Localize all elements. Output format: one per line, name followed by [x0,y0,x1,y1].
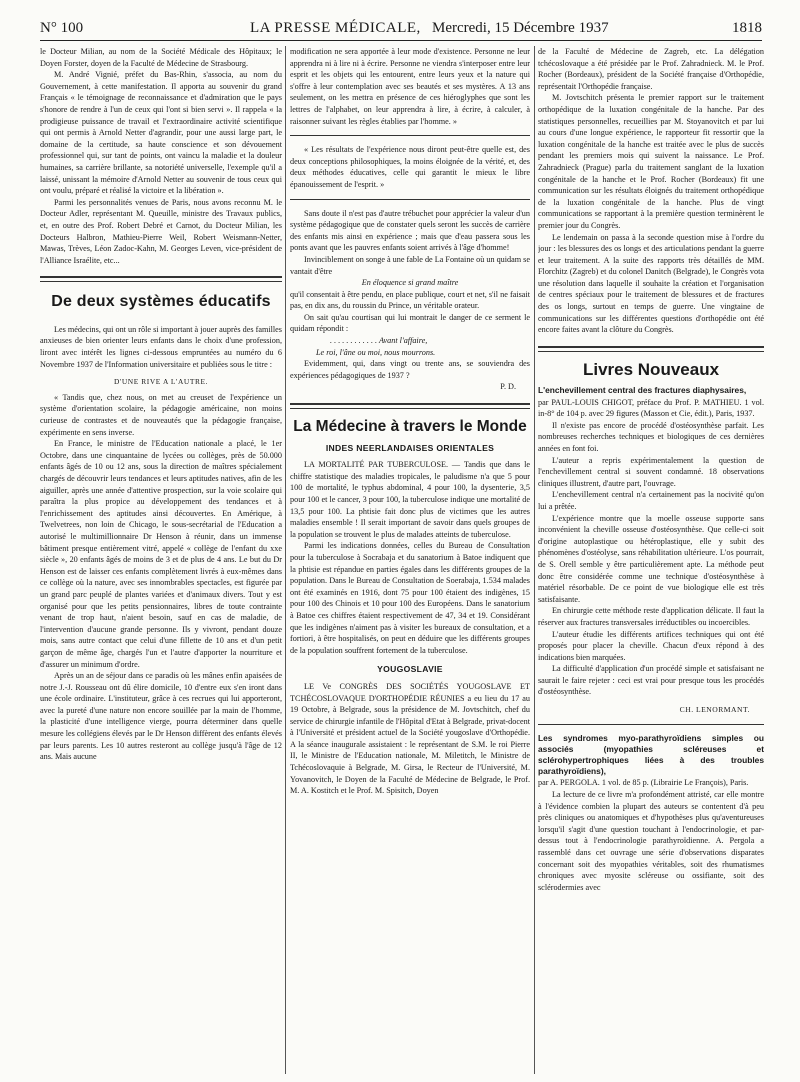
paragraph: Il n'existe pas encore de procédé d'ostéosynthèse parfait. Les nombreuses recherches techniques et biologiques de ces dernières années en font foi. [538,420,764,454]
subtitle: D'UNE RIVE A L'AUTRE. [113,377,209,387]
book-title: L'enchevillement central des fractures diaphysaires, [538,385,747,396]
section-title: La Médecine à travers le Monde [293,418,527,436]
divider [538,724,764,725]
paragraph: Evidemment, qui, dans vingt ou trente ans, se souviendra des expériences pédagogiques de 1937 ? [290,359,530,380]
paragraph: « Tandis que, chez nous, on met au creuset de l'expérience un système d'orientation scolaire, la pédagogie américaine, non moins curieuse de contrastes et de nouveautés que la pédagogie française, expérimente en sens inverse. [40,392,282,437]
paragraph: LA MORTALITÉ PAR TUBERCULOSE. — Tandis que dans le chiffre statistique des maladies tropicales, le paludisme n'a que 5 pour 100 de mortalité, le typhus abdominal, 4 pour 100, la dysenterie, 3,5 pour 100 et le cancer, 3 pour 100, la tuberculose indique une mortalité de 13,5 pour 100. La phtisie fait donc plus de victimes que les autres maladies ensemble ! Il serait important de savoir dans quels groupes de la population se trouvent le plus de malades atteints de tuberculose. [290,460,530,539]
paragraph: La lecture de ce livre m'a profondément attristé, car elle montre à l'évidence combien la plupart des auteurs se contentent d'à peu près cliniques ou anatomiques et d'hypothèses plus qu'aventureuses lorsqu'il s'agit d'une question touchant à l'endocrinologie, et par-dessus tout à l'endocrinologie parathyroïdienne. A. Pergola a rassemblé dans cet ouvrage une série d'observations disparates concernant soit des myopathies véritables, soit des rhumatismes chroniques avec myosite scléreuse ou ossifiante, soit des sclérodermies avec [538,790,764,892]
paragraph: Le lendemain on passa à la seconde question mise à l'ordre du jour : les blessures des os longs et des articulations pendant la guerre et leur traitement. A la suite des rapports très détaillés de MM. Florchitz (Zagreb) et du colonel Danitch (Belgrade), le Congrès vota une résolution dans laquelle il souhaite la création et l'organisation de centres spéciaux pour le traitement de blessures et de fractures des os longs, surtout en temps de guerre. Une vingtaine de communications sur les différentes questions d'orthopédie ont été encore faites avant la clôture du Congrès. [538,232,764,335]
column-rule [285,46,286,1074]
column-rule [534,46,535,1074]
page-number: 1818 [732,20,762,36]
paragraph: En France, le ministre de l'Education nationale a placé, le 1er Octobre, dans une cinquantaine de lycées ou collèges, près de 50.000 enfants âgés de 10 ou 12 ans, sous la direction de maîtres spécialement chargés de découvrir leurs tendances et leurs aptitudes natives, afin de les aiguiller, après une année d'attentive prospection, sur la voie scolaire qui paraîtra la plus propice au développement des tendances et à l'enrichissement des aptitudes ainsi découvertes. En Amérique, à Twelvetrees, non loin de Chicago, le sous-secrétarial de l'Education a autorisé le multimillionnaire Dr Henson à réunir, dans un immense bâtiment presque entièrement vitré, appelé « collège de l'enfant du xxe siècle », 20 enfants âgés de moins de 3 et de plus de 4 ans. Le but du Dr Henson est de laisser ces enfants complètement livrés à eux-mêmes dans ce collège où la nature, avec ses innombrables spectacles, est figurée par un grand parc peuplé de plantes variées et d'animaux divers. Tout y est organisé pour que les petits pensionnaires, libres de toute contrainte venant de trop haut, n'aient besoin, sauf en cas de maladie, de l'intervention d'aucune grande personne. Ils y vivront, pendant douze mois, sans autre contact que celui d'une fillette de 10 ans et d'un petit garçon de même âge, chargés l'un et l'autre d'apporter la nourriture et d'assurer un minimum d'ordre. [40,439,282,669]
paragraph: le Docteur Milian, au nom de la Société Médicale des Hôpitaux; le Doyen Forster, doyen de la Faculté de Médecine de Strasbourg. [40,47,282,68]
column-1 [40,46,282,1076]
paragraph: qu'il consentait à être pendu, en place publique, court et net, s'il ne faisait pas, en dix ans, du roussin du Prince, un véritable orateur. [290,289,530,311]
paragraph: Sans doute il n'est pas d'autre trébuchet pour apprécier la valeur d'un système pédagogique que de constater quels seront les succès de carrière des enfants mis ainsi en expérience ; mais que d'eau passera sous les ponts avant que les pauvres enfants soient arrivés à l'âge d'homme! [290,208,530,253]
signature: P. D. [500,382,516,392]
paragraph: « Les résultats de l'expérience nous diront peut-être quelle est, des deux conceptions philosophiques, la moins éloignée de la vérité, et, des deux méthodes éducatives, celle qui garantit le mieux le libre épanouissement de l'esprit. » [290,145,530,189]
section-title: De deux systèmes éducatifs [51,293,271,311]
paragraph: L'auteur étudie les différents artifices techniques qui ont été proposés pour placer la cheville. Chacun d'eux répond à des indications bien marquées. [538,629,764,662]
paragraph: LE Ve CONGRÈS DES SOCIÉTÉS YOUGOSLAVE ET TCHÉCOSLOVAQUE D'ORTHOPÉDIE RÉUNIES a eu lieu du 17 au 19 Octobre, à Belgrade, sous la présidence de M. Jovtschitch, chef du service de chirurgie infantile de l'Hôpital d'Etat à Belgrade, privat-docent à l'Université et président actuel de la Société yougoslave d'Orthopédie. A la séance inaugurale assistaient : le représentant de S.M. le roi Pierre II, le Ministre de l'Education nationale, M. Miletitch, le Ministre de Tchécoslovaquie à Belgrade, M. Girsa, le Recteur de l'Université, M. Yovanovitch, le Doyen de la Faculté de Médecine de Belgrade, le Prof. M. A. Kostitch et le Prof. M. Spisitch, Doyen [290,681,530,796]
paragraph: Les médecins, qui ont un rôle si important à jouer auprès des familles anxieuses de bien orienter leurs enfants dans le choix d'une profession, liront avec intérêt les lignes ci-dessous empruntées au numéro du 6 Novembre 1937 de l'Information universitaire et publiées sous le titre : [40,324,282,369]
page-header [40,18,762,41]
issue-number: N° 100 [40,20,84,36]
paragraph: M. Jovtschitch présenta le premier rapport sur le traitement orthopédique de la luxation congénitale de la hanche. Par des statistiques personnelles, recueillies par M. Stoyanovitch et par lui au cours d'une longue expérience, le rapporteur fit ressortir que la luxation congénitale de la hanche est traitée avec le plus de succès pendant les premiers mois qui suivent la naissance. Le Prof. Zahradnieck (Prague) parla du traitement sanglant de la luxation congénitale de la hanche et le Prof. Rocher (Bordeaux) fit une communication sur les résultats éloignés du traitement orthopédique de la luxation congénitale de la hanche. Plus de vingt communications se rapportant à la première question terminèrent le premier jour du Congrès. [538,93,764,230]
subsection-title: INDES NEERLANDAISES ORIENTALES [325,442,495,453]
paragraph: La difficulté d'application d'un procédé simple et satisfaisant ne saurait le faire rejeter : ceci est vrai pour presque tous les procédés d'ostéosynthèse. [538,664,764,697]
paragraph: On sait qu'au courtisan qui lui montrait le danger de ce serment le quidam répondit : [290,312,530,334]
paragraph: En chirurgie cette méthode reste d'application délicate. Il faut la réserver aux fractures transversales irréductibles ou incoercibles. [538,606,764,627]
paragraph: L'auteur a repris expérimentalement la question de l'enchevillement central si souvent condamné. 18 observations cliniques illustrent, d'autre part, l'ouvrage. [538,455,764,488]
verse-line: . . . . . . . . . . . . Avant l'affaire, [330,336,428,346]
section-divider [290,403,530,409]
paragraph: L'expérience montre que la moelle osseuse supporte sans inconvénient la cheville osseuse d'ostéosynthèse. Que celle-ci soit d'origine autoplastique ou hétéroplastique, elle y subit des phénomènes d'ostéolyse, sans réhabilitation ultérieure. L'os pourrait, de S. Orell semble y être particulièrement apte. La méthode peut donc être considérée comme une technique d'ostéosynthèse à matériel résorbable. De ce point de vue biologique elle est très satisfaisante. [538,513,764,604]
section-title: Livres Nouveaux [582,359,720,379]
divider [290,135,530,136]
paragraph: modification ne sera apportée à leur mode d'existence. Personne ne leur apprendra ni à lire ni à écrire. Personne ne viendra s'interposer entre leur esprit et les objets qui les entourent, entre leurs yeux et la nature qui s'offre à leur contemplation avec ses beautés et ses mystères. A 13 ans seulement, on les mettra en présence de ces hiéroglyphes que sont les lettres de l'alphabet, on leur apprendra à lire, à écrire, à calculer, à raisonner suivant les règles établies par l'homme. » [290,47,530,126]
book-reference: par PAUL-LOUIS CHIGOT, préface du Prof. P. MATHIEU. 1 vol. in-8° de 104 p. avec 29 figures (Masson et Cie, édit.), Paris, 1937. [538,397,764,419]
verse-line: Le roi, l'âne ou moi, nous mourrons. [316,347,436,357]
book-reference: par A. PERGOLA. 1 vol. de 85 p. (Librairie Le François), Paris. [538,778,749,788]
paragraph: L'enchevillement central n'a certainement pas la nocivité qu'on lui a prêtée. [538,490,764,511]
book-title: Les syndromes myo-parathyroïdiens simples ou associés (myopathies scléreuses et sclérohypertrophiques liées à des troubles parathyroïdiens), [538,732,764,777]
paragraph: M. André Vignié, préfet du Bas-Rhin, s'associa, au nom du Gouvernement, à cette manifestation. Il apporta au souvenir du grand Français « le témoignage de reconnaissance et d'admiration que le pays s'honore de rendre à l'un de ceux qui l'ont si bien servi ». Il rappela « la prodigieuse puissance de travail et l'extraordinaire activité scientifique qui ont permis à Arnold Netter d'agrandir, pour une aussi large part, le domaine de la certitude, sa haute conscience et son dévouement professionnel qui, sur tant de points, ont vaincu la maladie et la douleur humaines, sa carrière brillante, sa notoriété universelle, l'exemple qu'il a laissé, unissant la mémoire d'Arnold Netter au souvenir de tous ceux qui ont voulu, préparé et réalisé la victoire et la libération ». [40,70,282,196]
verse-line: En éloquence si grand maître [361,278,459,288]
paragraph: Parmi les indications données, celles du Bureau de Consultation pour la tuberculose à Socrabaja et du sanatorium à Batoe indiquent que la phtisie est répandue en parties égales dans les différents groupes de la population. Dans le Bureau de Consultation de Soerabaja, 1.534 malades ont été examinés en 1916, dont 75 pour 100 étaient des indigènes, 15 pour 100 des Chinois et 10 pour 100 des Européens. Dans le sanatorium à Batoe ces chiffres étaient respectivement de 47, 34 et 19. Considérant que les indigènes n'aiment pas à visiter les bureaux de consultation, et a fortiori, à être hospitalisés, on peut en déduire que les différents groupes de la population souffrent fortement de la tuberculose. [290,541,530,655]
paragraph: Invinciblement on songe à une fable de La Fontaine où un quidam se vantait d'être [290,254,530,276]
signature: CH. LENORMANT. [679,705,750,715]
issue-date: Mercredi, 15 Décembre 1937 [432,20,609,36]
journal-title: LA PRESSE MÉDICALE, [250,20,421,36]
column-2 [290,46,530,1076]
paragraph: Parmi les personnalités venues de Paris, nous avons reconnu M. le Docteur Adler, représentant M. Queuille, ministre des Travaux publics, et, en outre des Prof. Robert Debré et Carnot, du Docteur Milian, les Docteurs Halbron, Mathieu-Pierre Weil, Robert Weismann-Netter, Mawas, Trèves, Léon Zadoc-Kahn, M. Georges Leven, vice-président de l'Alliance Israélite, etc... [40,197,282,265]
paragraph: de la Faculté de Médecine de Zagreb, etc. La délégation tchécoslovaque a été présidée par le Prof. Zahradnieck. M. le Prof. Rocher (Bordeaux), président de la Société française d'Orthopédie, représentait l'Orthopédie française. [538,47,764,91]
section-divider [40,276,282,282]
section-divider [538,346,764,352]
subsection-title: YOUGOSLAVIE [377,664,443,675]
column-3 [538,46,764,1076]
paragraph: Après un an de séjour dans ce paradis où les mânes enfin apaisées de notre J.-J. Rousseau ont dû élire domicile, 10 d'entre eux s'en iront dans une école ordinaire. L'instituteur, grâce à ces recrues qui lui apporteront, avec la pureté d'une nature non encore souillée par la main de l'homme, la plasticité d'une intelligence vierge, pourra déterminer dans quelle mesure les collégiens élevés par le Dr Henson diffèrent des enfants élevés par leurs parents. Les 10 autres resteront au collège jusqu'à l'âge de 12 ans. Mais aucune [40,671,282,762]
divider [290,199,530,200]
